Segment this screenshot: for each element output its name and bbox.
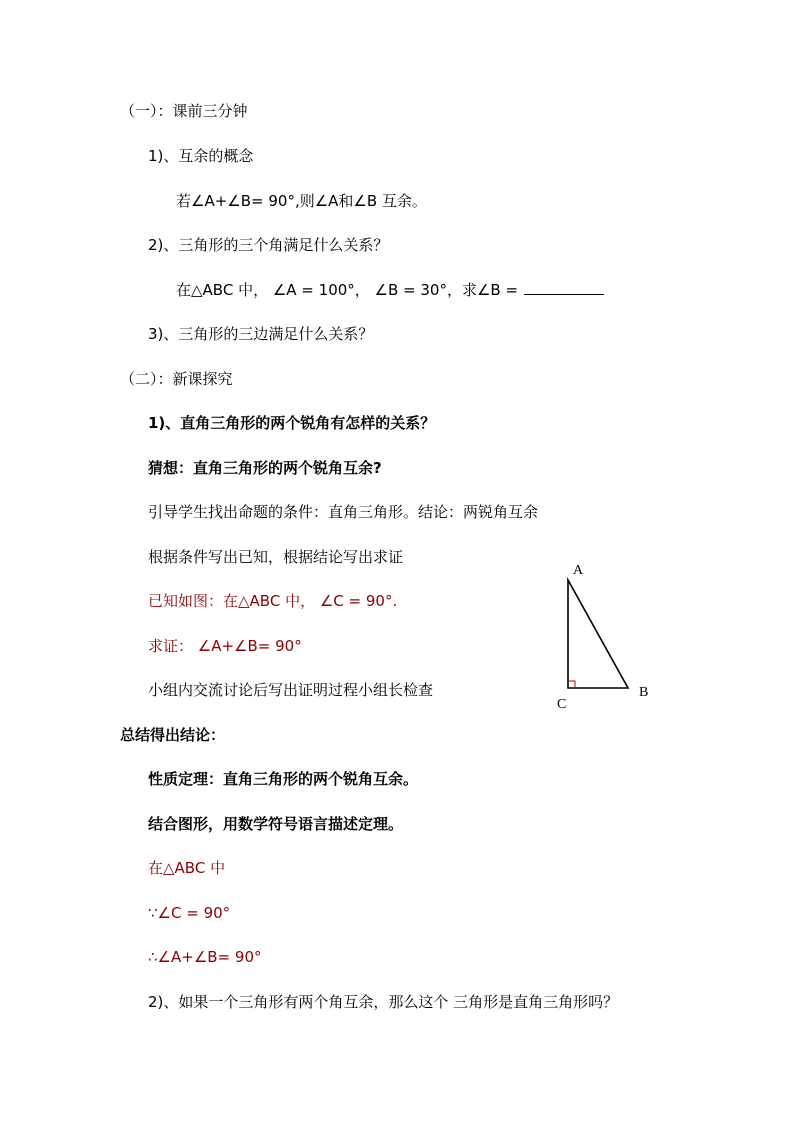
- section1-q3-title: 3)、三角形的三边满足什么关系？: [148, 325, 374, 343]
- summary-q2-title: 2)、如果一个三角形有两个角互余，那么这个 三角形是直角三角形吗？: [148, 993, 619, 1011]
- section1-q1-title: 1)、互余的概念: [148, 147, 254, 165]
- vertex-label-c: C: [557, 697, 567, 712]
- section2-guess: 猜想：直角三角形的两个锐角互余?: [148, 459, 382, 477]
- section2-q1-title: 1)、直角三角形的两个锐角有怎样的关系？: [148, 414, 436, 432]
- section1-q2-line: [176, 280, 604, 300]
- vertex-label-b: B: [639, 685, 649, 700]
- section2-group: 小组内交流讨论后写出证明过程小组长检查: [148, 681, 434, 699]
- right-angle-mark: [568, 681, 575, 688]
- section2-guide: 引导学生找出命题的条件：直角三角形。结论：两锐角互余: [148, 503, 539, 521]
- summary-line1: 在△ABC 中: [148, 859, 226, 877]
- vertex-label-a: A: [573, 563, 584, 578]
- section2-instruct: 根据条件写出已知，根据结论写出求证: [148, 548, 404, 566]
- section1-q2-title: 2)、三角形的三个角满足什么关系？: [148, 236, 389, 254]
- section1-heading: （一）：课前三分钟: [120, 102, 248, 120]
- summary-line3: ∴∠A+∠B= 90°: [148, 948, 262, 966]
- answer-blank: [524, 280, 604, 295]
- summary-describe: 结合图形，用数学符号语言描述定理。: [148, 815, 404, 833]
- section2-prove: 求证： ∠A+∠B= 90°: [148, 637, 302, 655]
- summary-heading: 总结得出结论：: [120, 726, 226, 744]
- section1-q2-body: 在△ABC 中， ∠A = 100°， ∠B = 30°，求∠B =: [176, 281, 519, 299]
- triangle-shape: [568, 580, 628, 688]
- right-triangle-figure: [555, 560, 665, 715]
- section2-heading: （二）：新课探究: [120, 370, 233, 388]
- summary-line2: ∵∠C = 90°: [148, 904, 231, 922]
- section1-q1-body: 若∠A+∠B= 90°,则∠A和∠B 互余。: [176, 192, 427, 210]
- section2-given: 已知如图：在△ABC 中， ∠C = 90°.: [148, 592, 398, 610]
- summary-theorem: 性质定理：直角三角形的两个锐角互余。: [148, 770, 419, 788]
